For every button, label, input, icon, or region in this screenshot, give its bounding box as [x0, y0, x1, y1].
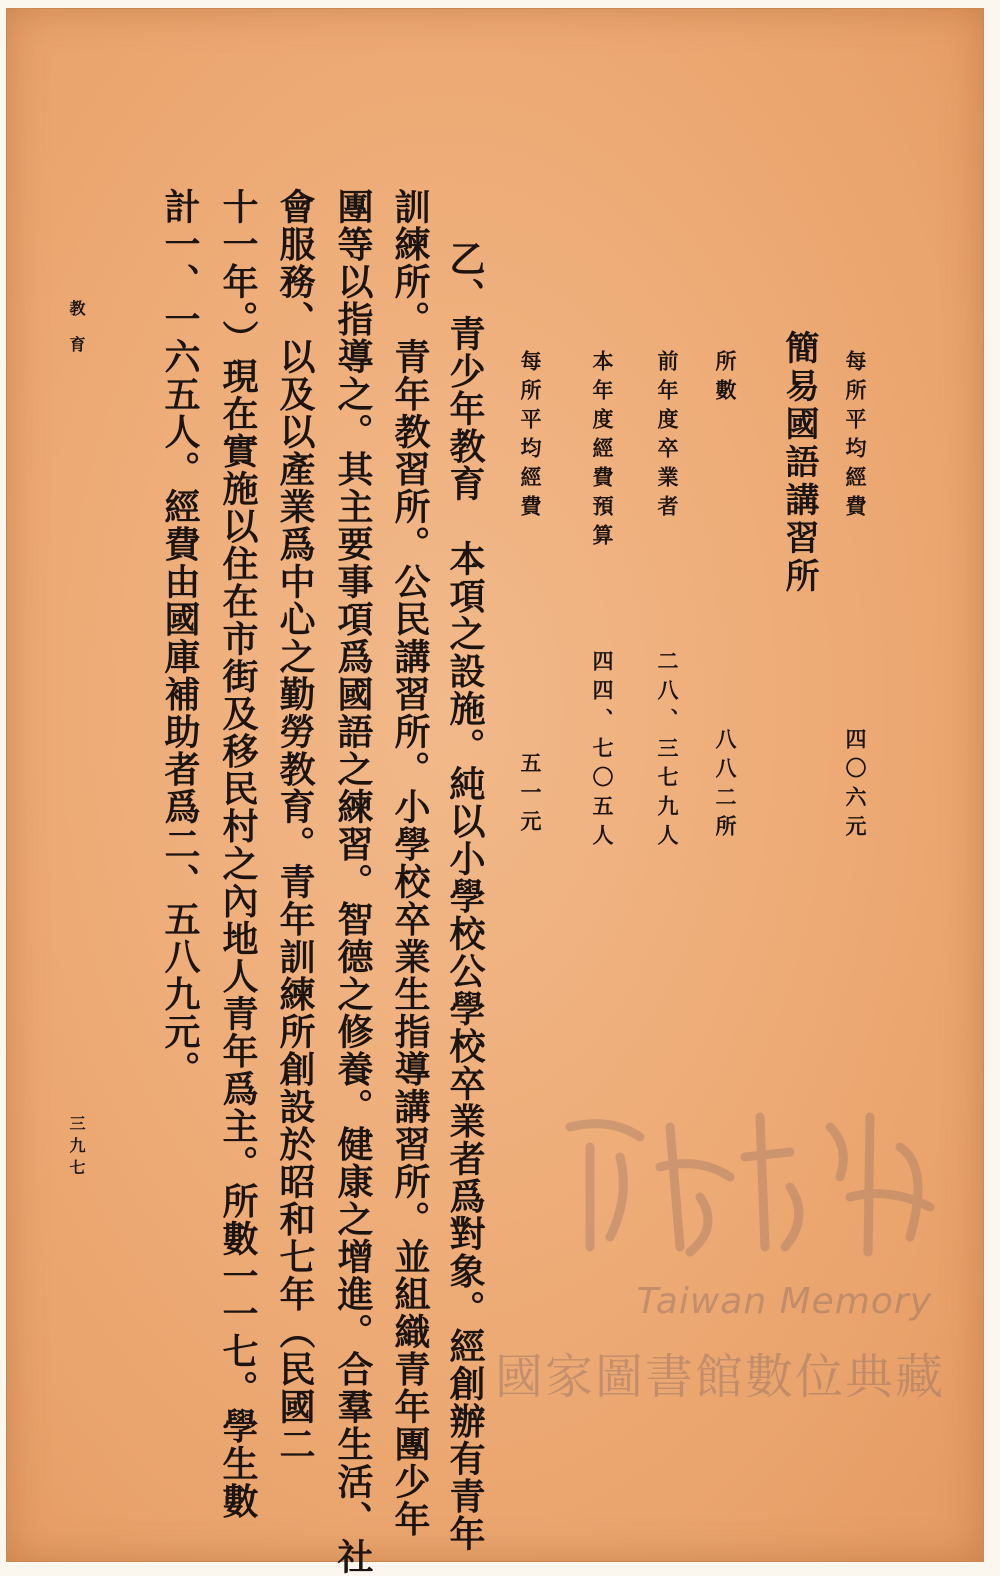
- body-line: 團等以指導之。其主要事項爲國語之練習。智德之修養。健康之增進。合羣生活、社: [332, 188, 374, 1576]
- stat-value: 二八、三七九人: [655, 650, 680, 853]
- stat-value: 四四、七〇五人: [590, 650, 615, 853]
- stat-label: 每所平均經費: [518, 350, 543, 524]
- stat-label: 每所平均經費: [843, 350, 868, 524]
- page-number: 三九七: [67, 1115, 86, 1181]
- section-heading: 簡易國語講習所: [779, 330, 819, 596]
- stat-label: 前年度卒業者: [655, 350, 680, 524]
- body-line: 訓練所。青年教習所。公民講習所。小學校卒業生指導講習所。並組織青年團少年: [389, 188, 431, 1538]
- stat-value: 八八二所: [713, 728, 738, 844]
- body-line: 計一、一六五人。經費由國庫補助者爲二、五八九元。: [159, 188, 201, 1088]
- stat-value: 五一元: [518, 752, 543, 839]
- watermark-english: Taiwan Memory: [636, 1281, 932, 1322]
- body-line: 會服務、以及以產業爲中心之勤勞教育。青年訓練所創設於昭和七年（民國二: [274, 188, 316, 1463]
- watermark-chinese: 國家圖書館數位典藏: [494, 1349, 945, 1405]
- running-header: 教育: [67, 300, 86, 372]
- stat-label: 本年度經費預算: [590, 350, 615, 553]
- scanned-page: [6, 8, 984, 1562]
- body-line: 十一年。）現在實施以住在市街及移民村之內地人青年爲主。所數一一七。學生數: [217, 188, 259, 1520]
- taiwan-memory-logo: [550, 1087, 950, 1267]
- body-line: 乙、青少年教育 本項之設施。純以小學校公學校卒業者爲對象。經創辦有青年: [444, 240, 486, 1553]
- stat-label: 所數: [713, 350, 738, 408]
- stat-value: 四〇六元: [843, 728, 868, 844]
